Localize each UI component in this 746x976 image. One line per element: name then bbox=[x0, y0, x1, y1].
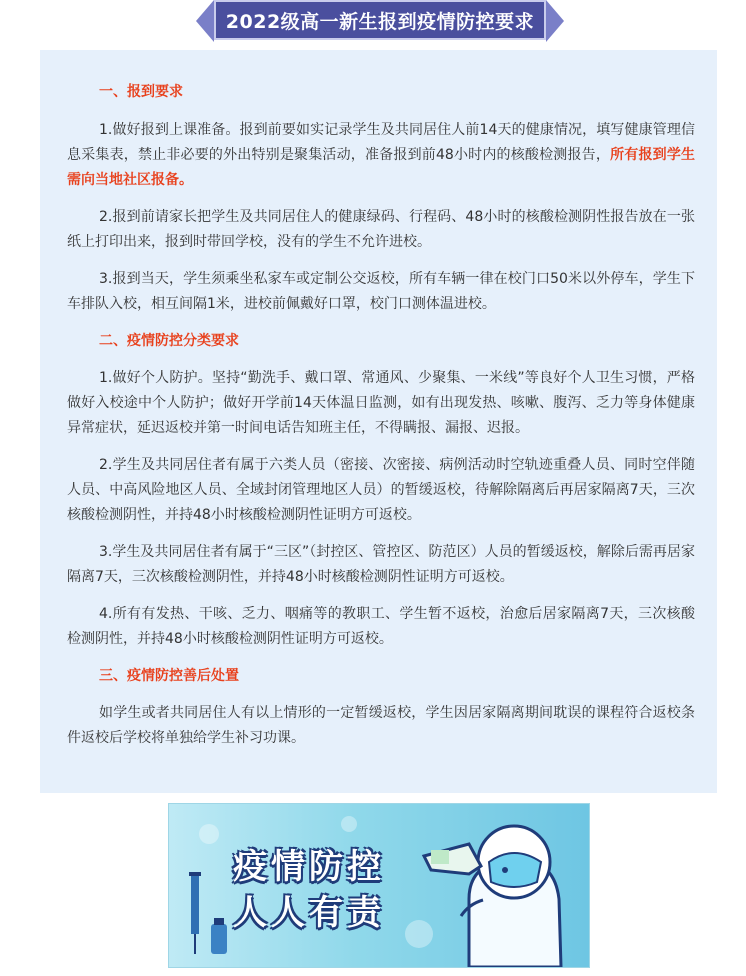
paragraph-2-3: 3.学生及共同居住者有属于“三区”（封控区、管控区、防范区）人员的暂缓返校，解除后需再居家隔离7天，三次核酸检测阴性，并持48小时核酸检测阴性证明方可返校。 bbox=[67, 544, 695, 585]
highlight-text: 所有报到学生需向当地社区报备。 bbox=[67, 147, 696, 188]
vaccine-syringe-icon bbox=[189, 872, 201, 954]
section-heading-2: 二、疫情防控分类要求 bbox=[99, 333, 239, 349]
poster-slogan-line-2: 人人有责 bbox=[233, 893, 385, 933]
medical-worker-with-thermometer-icon bbox=[424, 826, 561, 967]
paragraph-1-2: 2.报到前请家长把学生及共同居住人的健康绿码、行程码、48小时的核酸检测阴性报告放在一张纸上打印出来，报到时带回学校，没有的学生不允许进校。 bbox=[67, 209, 695, 250]
vaccine-bottle-icon bbox=[211, 918, 227, 954]
article-body bbox=[67, 70, 695, 751]
paragraph-1-1: 1.做好报到上课准备。报到前要如实记录学生及共同居住人前14天的健康情况，填写健康管理信息采集表，禁止非必要的外出特别是聚集活动，准备报到前48小时内的核酸检测报告，所有报到学生需向当地社区报备。 bbox=[67, 122, 696, 188]
paragraph-1-3: 3.报到当天，学生须乘坐私家车或定制公交返校，所有车辆一律在校门口50米以外停车，学生下车排队入校，相互间隔1米，进校前佩戴好口罩，校门口测体温进校。 bbox=[67, 271, 695, 312]
paragraph-3-1: 如学生或者共同居住人有以上情形的一定暂缓返校，学生因居家隔离期间耽误的课程符合返校条件返校后学校将单独给学生补习功课。 bbox=[67, 705, 695, 746]
section-heading-1: 一、报到要求 bbox=[99, 84, 183, 100]
page-title: 2022级高一新生报到疫情防控要求 bbox=[225, 10, 535, 33]
paragraph-2-2: 2.学生及共同居住者有属于六类人员（密接、次密接、病例活动时空轨迹重叠人员、同时空伴随人员、中高风险地区人员、全域封闭管理地区人员）的暂缓返校，待解除隔离后再居家隔离7天，三次核酸检测阴性，并持48小时核酸检测阴性证明方可返校。 bbox=[67, 457, 695, 523]
section-heading-3: 三、疫情防控善后处置 bbox=[99, 668, 239, 684]
title-box bbox=[214, 0, 546, 40]
prevention-poster bbox=[168, 803, 590, 968]
banner-right-arrow-icon bbox=[546, 0, 564, 42]
title-banner bbox=[196, 0, 564, 42]
poster-slogan-line-1: 疫情防控 bbox=[233, 847, 385, 887]
banner-left-arrow-icon bbox=[196, 0, 214, 42]
paragraph-2-1: 1.做好个人防护。坚持“勤洗手、戴口罩、常通风、少聚集、一米线”等良好个人卫生习惯，严格做好入校途中个人防护；做好开学前14天体温日监测，如有出现发热、咳嗽、腹泻、乏力等身体健康异常症状，延迟返校并第一时间电话告知班主任，不得瞒报、漏报、迟报。 bbox=[67, 370, 695, 436]
paragraph-2-4: 4.所有有发热、干咳、乏力、咽痛等的教职工、学生暂不返校，治愈后居家隔离7天，三次核酸检测阴性，并持48小时核酸检测阴性证明方可返校。 bbox=[67, 606, 695, 647]
poster-slogan bbox=[233, 844, 385, 936]
